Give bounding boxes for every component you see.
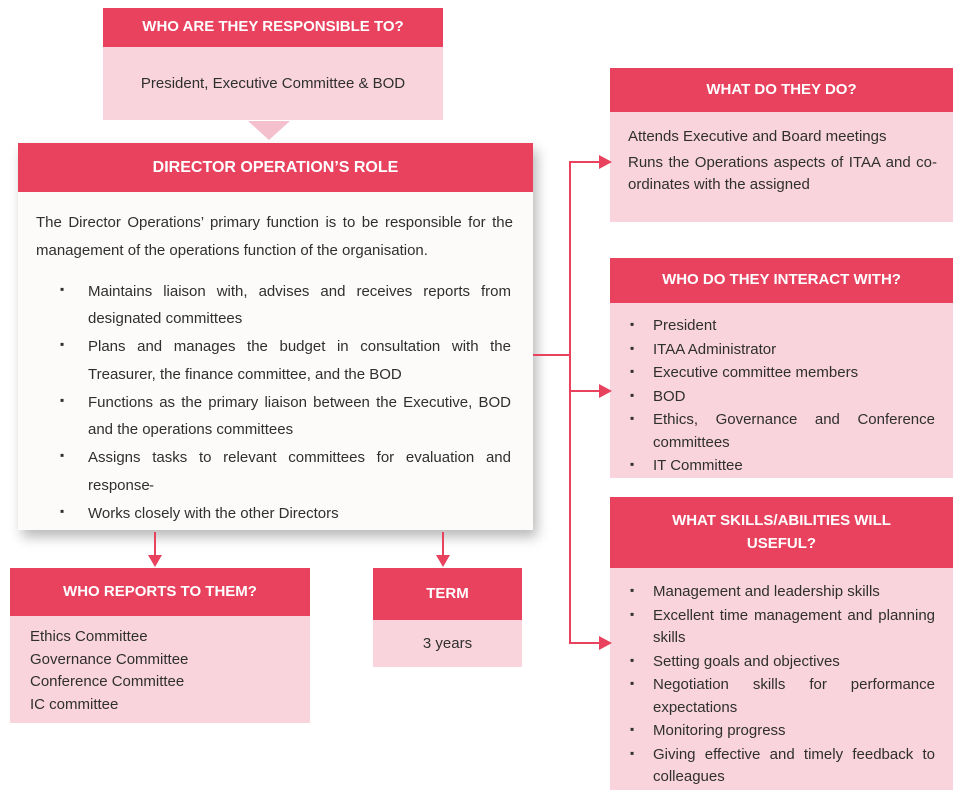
list-item: ▪ Functions as the primary liaison between the Executive, BOD and the operations committees bbox=[60, 389, 511, 445]
list-item: ▪ Assigns tasks to relevant committees for evaluation and response bbox=[60, 444, 511, 500]
connector-branch-top bbox=[569, 161, 600, 163]
list-item: ▪ Maintains liaison with, advises and receives reports from designated committees bbox=[60, 278, 511, 334]
arrow-right-icon bbox=[599, 384, 612, 398]
connector-branch-middle bbox=[569, 390, 600, 392]
stray-dash: - bbox=[149, 477, 154, 494]
interact-body bbox=[610, 303, 953, 478]
who-reports-box bbox=[10, 568, 310, 723]
skills-list bbox=[610, 581, 939, 789]
list-item: ▪ Setting goals and objectives bbox=[610, 651, 939, 674]
list-item: Ethics Committee bbox=[30, 628, 148, 645]
list-item: ▪ Excellent time management and planning skills bbox=[610, 605, 939, 650]
list-item: ▪ Negotiation skills for performance expectations bbox=[610, 674, 939, 719]
list-item: ▪ Management and leadership skills bbox=[610, 581, 939, 604]
director-duties-list bbox=[36, 278, 513, 528]
list-item: Conference Committee bbox=[30, 673, 185, 690]
connector-vertical-line bbox=[569, 162, 571, 644]
list-item: ▪ Monitoring progress bbox=[610, 720, 939, 743]
director-role-intro: The Director Operations’ primary function is to be responsible for the management of the operations function of the organisation. bbox=[36, 214, 513, 259]
list-item: ▪ Giving effective and timely feedback to colleagues bbox=[610, 744, 939, 789]
connector-branch-bottom bbox=[569, 642, 600, 644]
interact-box bbox=[610, 258, 953, 478]
what-do-box bbox=[610, 68, 953, 222]
responsible-to-box bbox=[103, 8, 443, 120]
list-item: ▪ ITAA Administrator bbox=[610, 339, 939, 362]
who-reports-list bbox=[30, 626, 300, 716]
list-item: Attends Executive and Board meetings bbox=[628, 128, 887, 145]
director-role-box bbox=[18, 143, 533, 530]
interact-title: WHO DO THEY INTERACT WITH? bbox=[610, 258, 953, 303]
list-item: ▪ Plans and manages the budget in consultation with the Treasurer, the finance committee, and the BOD bbox=[60, 333, 511, 389]
list-item: ▪ Ethics, Governance and Conference committees bbox=[610, 409, 939, 454]
connector-down-left bbox=[154, 532, 156, 555]
what-do-list bbox=[628, 126, 937, 197]
director-role-body bbox=[18, 192, 533, 527]
list-item: ▪ BOD bbox=[610, 386, 939, 409]
director-role-title: DIRECTOR OPERATION’S ROLE bbox=[18, 143, 533, 192]
what-do-title: WHAT DO THEY DO? bbox=[610, 68, 953, 112]
arrow-down-icon bbox=[436, 555, 450, 567]
connector-down-term bbox=[442, 532, 444, 555]
arrow-down-icon bbox=[148, 555, 162, 567]
list-item: ▪ IT Committee bbox=[610, 455, 939, 478]
list-item: IC committee bbox=[30, 695, 119, 713]
term-box bbox=[373, 568, 522, 667]
interact-list bbox=[610, 315, 939, 478]
connector-line-from-main bbox=[533, 354, 570, 356]
who-reports-title: WHO REPORTS TO THEM? bbox=[10, 568, 310, 616]
skills-body bbox=[610, 568, 953, 790]
list-item: ▪ Executive committee members bbox=[610, 362, 939, 385]
responsible-to-body: President, Executive Committee & BOD bbox=[103, 47, 443, 120]
who-reports-body bbox=[10, 616, 310, 723]
skills-title: WHAT SKILLS/ABILITIES WILL USEFUL? bbox=[610, 497, 953, 568]
list-item: ▪ President bbox=[610, 315, 939, 338]
responsible-to-title: WHO ARE THEY RESPONSIBLE TO? bbox=[103, 8, 443, 47]
term-title: TERM bbox=[373, 568, 522, 620]
term-body: 3 years bbox=[373, 620, 522, 667]
skills-box bbox=[610, 497, 953, 790]
what-do-body bbox=[610, 112, 953, 222]
list-item: Runs the Operations aspects of ITAA and co-ordinates with the assigned bbox=[628, 153, 937, 193]
list-item: ▪ Works closely with the other Directors bbox=[60, 500, 511, 528]
arrow-right-icon bbox=[599, 155, 612, 169]
list-item: Governance Committee bbox=[30, 650, 189, 668]
arrow-right-icon bbox=[599, 636, 612, 650]
chevron-down-icon bbox=[248, 121, 290, 140]
